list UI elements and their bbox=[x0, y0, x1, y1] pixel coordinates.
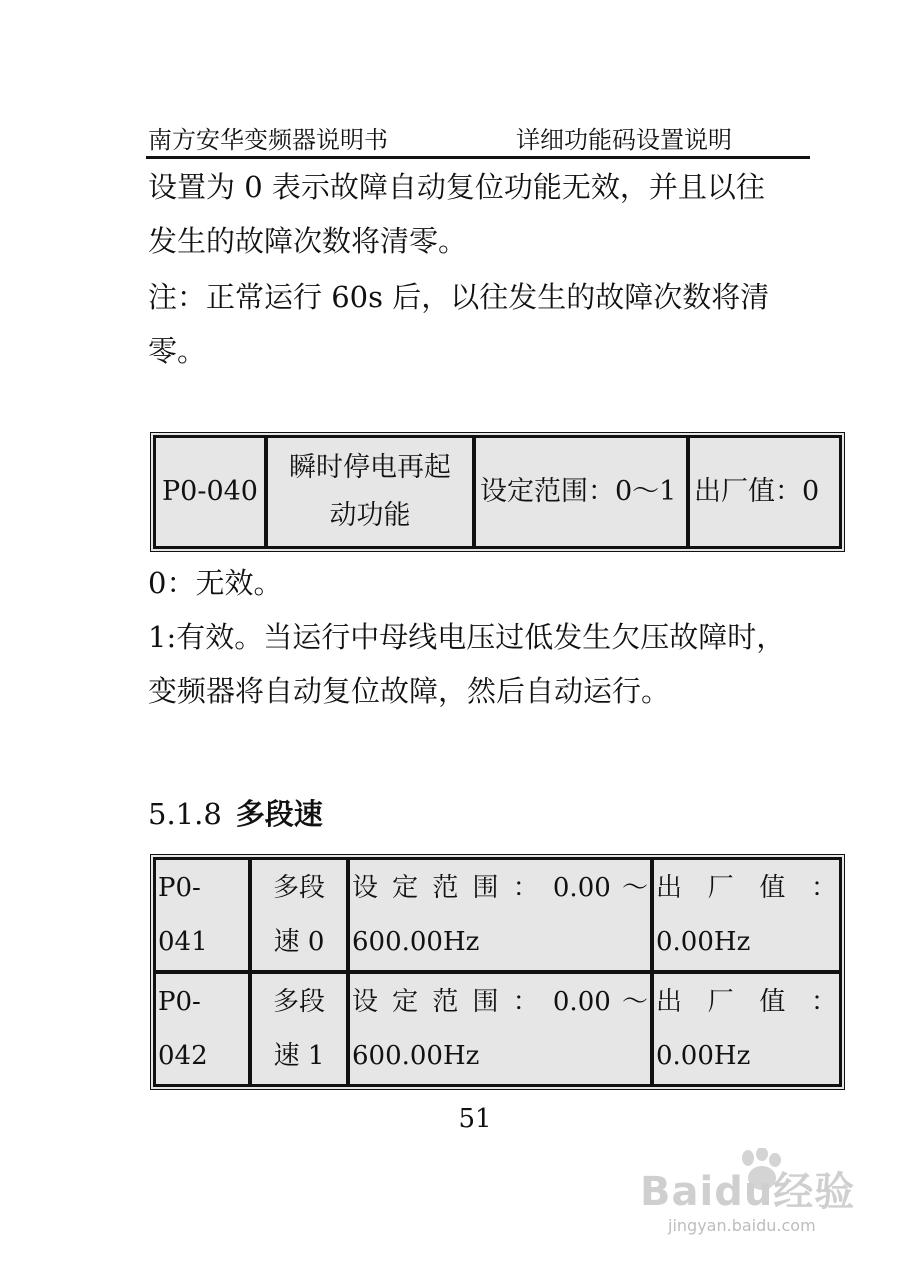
section-title: 多段速 bbox=[235, 797, 323, 831]
parameter-table-p0-040 bbox=[150, 432, 845, 552]
param-name-line-1: 多段 bbox=[272, 873, 325, 903]
param-code: P0-041 bbox=[154, 858, 250, 972]
param-default-line-2: 0.00Hz bbox=[656, 927, 751, 957]
param-name-line-2: 速 1 bbox=[273, 1041, 325, 1071]
watermark-logo: Baidu经验 bbox=[640, 1169, 856, 1215]
note-paragraph bbox=[148, 270, 828, 378]
intro-line-2: 发生的故障次数将清零。 bbox=[148, 224, 468, 258]
param-range bbox=[348, 972, 652, 1086]
param-range-line-1: 设 定 范 围 ： 0.00 ～ bbox=[352, 873, 648, 903]
section-number: 5.1.8 bbox=[148, 797, 222, 831]
param-name-line-2: 速 0 bbox=[273, 927, 325, 957]
param-code: P0-040 bbox=[154, 436, 266, 548]
param-default-line-1: 出 厂 值 ： bbox=[656, 987, 837, 1017]
param-default-line-1: 出 厂 值 ： bbox=[656, 873, 837, 903]
param-default bbox=[652, 858, 841, 972]
param-range bbox=[348, 858, 652, 972]
param-name-line-1: 多段 bbox=[272, 987, 325, 1017]
param-code: P0-042 bbox=[154, 972, 250, 1086]
param-default: 出厂值：0 bbox=[688, 436, 841, 548]
header-chapter-title: 详细功能码设置说明 bbox=[516, 126, 732, 154]
param-range-line-1: 设 定 范 围 ： 0.00 ～ bbox=[352, 987, 648, 1017]
param-name-line-1: 瞬时停电再起 bbox=[289, 452, 451, 483]
param-name bbox=[266, 436, 474, 548]
param-range-line-2: 600.00Hz bbox=[352, 1041, 480, 1071]
param-range-line-2: 600.00Hz bbox=[352, 927, 480, 957]
note-line-1: 注：正常运行 60s 后，以往发生的故障次数将清 bbox=[148, 280, 770, 314]
watermark bbox=[640, 1148, 860, 1248]
note-line-2: 零。 bbox=[148, 334, 207, 368]
page-header bbox=[146, 116, 810, 159]
watermark-url: jingyan.baidu.com bbox=[668, 1216, 816, 1235]
table-row bbox=[154, 858, 841, 972]
table-row bbox=[154, 972, 841, 1086]
intro-paragraph bbox=[148, 160, 828, 268]
options-paragraph bbox=[148, 556, 828, 718]
param-default-line-2: 0.00Hz bbox=[656, 1041, 751, 1071]
param-name-line-2: 动功能 bbox=[329, 500, 411, 531]
option-1-line-2: 变频器将自动复位故障，然后自动运行。 bbox=[148, 674, 671, 708]
section-heading bbox=[148, 792, 323, 833]
option-0: 0：无效。 bbox=[148, 566, 283, 600]
param-name bbox=[250, 858, 348, 972]
param-range: 设定范围：0～1 bbox=[474, 436, 688, 548]
header-manual-title: 南方安华变频器说明书 bbox=[148, 126, 388, 154]
page-number: 51 bbox=[458, 1104, 492, 1134]
param-name bbox=[250, 972, 348, 1086]
table-row bbox=[154, 436, 841, 548]
param-default bbox=[652, 972, 841, 1086]
parameter-table-multispeed bbox=[150, 854, 845, 1090]
intro-line-1: 设置为 0 表示故障自动复位功能无效，并且以往 bbox=[148, 170, 765, 204]
option-1-line-1: 1:有效。当运行中母线电压过低发生欠压故障时， bbox=[148, 620, 786, 654]
